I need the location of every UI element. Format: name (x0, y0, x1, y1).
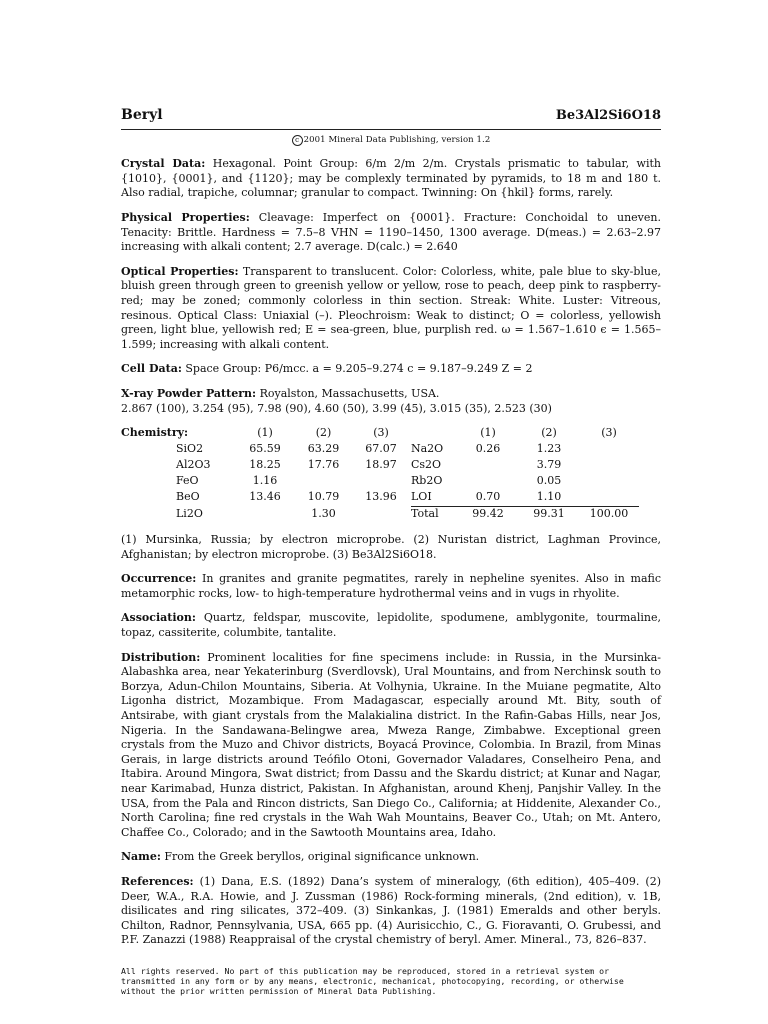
chemistry-notes: (1) Mursinka, Russia; by electron microprobe. (2) Nuristan district, Laghman Province, Afghanistan; by electron microprobe. (3) Be3Al2Si6O18. (121, 533, 661, 561)
xray-label: X-ray Powder Pattern: (121, 386, 257, 400)
cell (579, 490, 639, 507)
oxide: Na2O (411, 442, 444, 456)
cell (579, 458, 639, 474)
data-sheet (121, 108, 661, 948)
name-text: From the Greek beryllos, original significance unknown. (164, 850, 480, 864)
copyright-text: 2001 Mineral Data Publishing, version 1.2 (303, 134, 491, 145)
total-value: 99.31 (519, 507, 579, 524)
crystal-data-text: Hexagonal. Point Group: 6/m 2/m 2/m. Crystals prismatic to tabular, with {1010}, {0001}, and {1120}; may be complexly terminated by pyramids, to 18 m and 180 t. Also radial, trapiche, columnar; granular to compact. Twinning: On {hkil} forms, rarely. (121, 157, 661, 200)
cell (234, 507, 296, 524)
crystal-data-section (121, 157, 661, 201)
oxide: Rb2O (411, 474, 443, 488)
cell-label: Cell Data: (121, 362, 182, 376)
optical-text: Transparent to translucent. Color: Colorless, white, pale blue to sky-blue, bluish green through green to greenish yellow or yellow, rose to peach, deep pink to raspberry-red; may be zoned; commonly colorless in thin section. Streak: White. Luster: Vitreous, resinous. Optical Class: Uniaxial (–). Pleochroism: Weak to distinct; O = colorless, yellowish green, light blue, yellowish red; E = sea-green, blue, purplish red. ω = 1.567–1.610 ϵ = 1.565–1.599; increasing with alkali content. (121, 264, 661, 351)
total-label: Total (411, 507, 457, 524)
cell: 13.46 (249, 490, 281, 504)
crystal-data-label: Crystal Data: (121, 157, 206, 171)
oxide: LOI (411, 490, 432, 504)
xray-text: Royalston, Massachusetts, USA. (259, 386, 440, 400)
copyright-icon: c (292, 135, 303, 146)
cell: 67.07 (365, 442, 397, 456)
cell: 1.30 (311, 506, 336, 520)
cell: 10.79 (307, 490, 340, 504)
header (121, 108, 661, 124)
cell (351, 474, 411, 490)
cell: 3.79 (536, 458, 562, 472)
footer-rights: All rights reserved. No part of this publication may be reproduced, stored in a retrieval system or transmitted in any form or by any means, electronic, mechanical, photocopying, recording, or otherwise without the prior written permission of Mineral Data Publishing. (121, 966, 624, 996)
col-header: (3) (601, 426, 617, 440)
oxide: SiO2 (176, 442, 204, 456)
references-section (121, 875, 661, 948)
physical-label: Physical Properties: (121, 210, 250, 224)
chemistry-table (176, 426, 639, 523)
cell: 0.26 (475, 442, 501, 456)
col-header: (1) (257, 426, 273, 440)
copyright-line (121, 133, 661, 148)
cell: 0.05 (536, 474, 562, 488)
occurrence-label: Occurrence: (121, 572, 197, 586)
chem-row (176, 507, 639, 524)
col-header: (3) (373, 426, 389, 440)
cell-text: Space Group: P6/mcc. a = 9.205–9.274 c = 9.187–9.249 Z = 2 (185, 362, 533, 376)
col-header: (1) (480, 426, 496, 440)
chem-row (176, 490, 639, 507)
name-label: Name: (121, 850, 161, 864)
oxide: Cs2O (411, 458, 442, 472)
references-text: (1) Dana, E.S. (1892) Dana’s system of mineralogy, (6th edition), 405–409. (2) Deer, W.A., R.A. Howie, and J. Zussman (1986) Rock-forming minerals, (2nd edition), v. 1B, disilicates and ring silicates, 372–409. (3) Sinkankas, J. (1981) Emeralds and other beryls. Chilton, Radnor, Pennsylvania, USA, 665 pp. (4) Aurisicchio, C., G. Fioravanti, O. Grubessi, and P.F. Zanazzi (1988) Reappraisal of the crystal chemistry of beryl. Amer. Mineral., 73, 826–837. (121, 874, 661, 947)
cell: 1.16 (252, 474, 278, 488)
cell: 18.97 (365, 458, 397, 472)
total-value: 100.00 (579, 507, 639, 524)
name-section (121, 850, 661, 865)
total-value: 99.42 (457, 507, 519, 524)
cell (351, 507, 411, 524)
association-label: Association: (121, 611, 196, 625)
references-label: References: (121, 874, 194, 888)
cell (457, 474, 519, 490)
chem-row (176, 442, 639, 458)
distribution-label: Distribution: (121, 650, 201, 664)
cell: 63.29 (307, 442, 340, 456)
cell (579, 474, 639, 490)
cell (296, 474, 351, 490)
optical-section (121, 265, 661, 353)
physical-text: Cleavage: Imperfect on {0001}. Fracture: Conchoidal to uneven. Tenacity: Brittle. Hardness = 7.5–8 VHN = 1190–1450, 1300 average. D(meas.) = 2.63–2.97 increasing with alkali content; 2.7 average. D(calc.) = 2.640 (121, 210, 661, 254)
chem-header-row (176, 426, 639, 442)
chemistry-section (121, 426, 661, 523)
col-header: (2) (315, 426, 332, 440)
chem-row (176, 474, 639, 490)
oxide: FeO (176, 474, 199, 488)
oxide: BeO (176, 490, 200, 504)
optical-label: Optical Properties: (121, 264, 239, 278)
cell: 1.10 (536, 490, 562, 504)
cell-section (121, 362, 661, 377)
physical-section (121, 211, 661, 255)
oxide: Li2O (176, 506, 203, 520)
chemistry-label: Chemistry: (121, 426, 189, 440)
cell (579, 442, 639, 458)
col-header: (2) (541, 426, 557, 440)
association-section (121, 611, 661, 640)
distribution-text: Prominent localities for fine specimens include: in Russia, in the Mursinka-Alabashka area, near Yekaterinburg (Sverdlovsk), Ural Mountains, and from Nerchinsk south to Borzya, Adun-Chilon Mountains, Siberia. At Volhynia, Ukraine. In the Muiane pegmatite, Alto Ligonha district, Mozambique. From Madagascar, especially around Mt. Bity, south of Antsirabe, with giant crystals from the Malakialina district. In the Rafin-Gabas Hills, near Jos, Nigeria. In the Sandawana-Belingwe area, Mweza Range, Zimbabwe. Exceptional green crystals from the Muzo and Chivor districts, Boyacá Province, Colombia. In Brazil, from Minas Gerais, in large districts around Teófilo Otoni, Governador Valadares, Conselheiro Pena, and Itabira. Around Mingora, Swat district; from Dassu and the Skardu district; at Kunar and Nagar, near Karimabad, Hunza district, Pakistan. In Afghanistan, around Khenj, Panjshir Valley. In the USA, from the Pala and Rincon districts, San Diego Co., California; at Hiddenite, Alexander Co., North Carolina; fine red crystals in the Wah Wah Mountains, Beaver Co., Utah; on Mt. Antero, Chaffee Co., Colorado; and in the Sawtooth Mountains area, Idaho. (121, 650, 661, 839)
header-rule (121, 129, 661, 130)
cell: 1.23 (536, 442, 562, 456)
occurrence-text: In granites and granite pegmatites, rarely in nepheline syenites. Also in mafic metamorphic rocks, low- to high-temperature hydrothermal veins and in vugs in rhyolite. (121, 572, 661, 600)
cell: 65.59 (249, 442, 281, 456)
association-text: Quartz, feldspar, muscovite, lepidolite, spodumene, amblygonite, tourmaline, topaz, cassiterite, columbite, tantalite. (121, 611, 661, 640)
distribution-section (121, 651, 661, 841)
cell: 17.76 (307, 458, 340, 472)
cell: 13.96 (365, 490, 397, 504)
xray-lines: 2.867 (100), 3.254 (95), 7.98 (90), 4.60 (50), 3.99 (45), 3.015 (35), 2.523 (30) (121, 401, 552, 415)
oxide: Al2O3 (176, 458, 211, 472)
cell: 18.25 (249, 458, 281, 472)
mineral-name: Beryl (121, 107, 163, 123)
chem-row (176, 458, 639, 474)
cell: 0.70 (475, 490, 501, 504)
cell (457, 458, 519, 474)
occurrence-section (121, 572, 661, 601)
mineral-formula: Be3Al2Si6O18 (555, 108, 661, 123)
xray-section (121, 387, 661, 416)
